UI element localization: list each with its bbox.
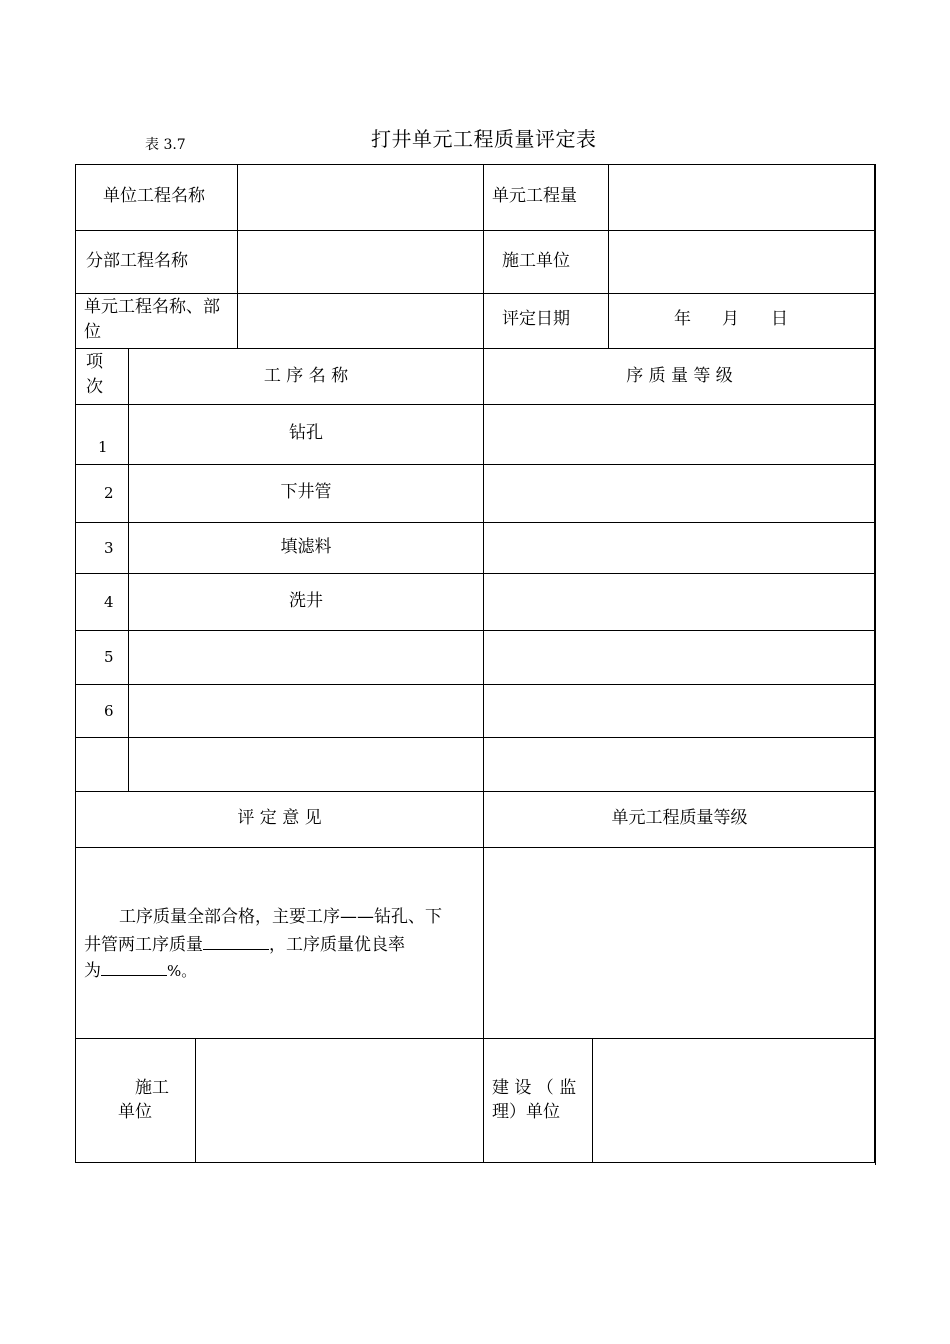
process-name: 下井管 [280, 482, 332, 502]
process-name-field[interactable] [129, 685, 483, 737]
element-quality-grade-header: 单元工程质量等级 [611, 808, 748, 828]
row-divider [75, 791, 875, 792]
supervisor-sign-label-1: 建 设 （ 监 [492, 1078, 577, 1098]
process-grade-field[interactable] [484, 574, 875, 630]
process-name-field[interactable] [129, 738, 483, 791]
excellence-rate-blank[interactable] [101, 957, 167, 976]
unit-project-name-label: 单位工程名称 [103, 186, 205, 206]
process-grade-field[interactable] [484, 523, 875, 573]
supervisor-sign-label-2: 理）单位 [492, 1102, 560, 1122]
table-number: 表 3.7 [145, 137, 186, 153]
supervisor-signature-field[interactable] [593, 1039, 875, 1163]
item-number: 5 [104, 648, 114, 666]
item-number: 6 [104, 702, 114, 720]
element-quantity-field[interactable] [609, 165, 875, 230]
page-title: 打井单元工程质量评定表 [371, 127, 597, 151]
row-divider [75, 348, 875, 349]
division-project-name-field[interactable] [238, 231, 483, 293]
unit-project-name-field[interactable] [238, 165, 483, 230]
opinion-text-line-3 [84, 957, 196, 984]
item-number-field[interactable] [76, 738, 128, 791]
process-grade-field[interactable] [484, 631, 875, 684]
opinion-text-line-1: 工序质量全部合格，主要工序——钻孔、下 [119, 907, 442, 927]
evaluation-opinion-header: 评 定 意 见 [237, 808, 322, 828]
process-grade-field[interactable] [484, 405, 875, 464]
process-name-header: 工 序 名 称 [263, 366, 349, 386]
opinion-text-line-3-prefix: 为 [84, 961, 101, 981]
item-number: 3 [104, 539, 114, 557]
process-grade-field[interactable] [484, 685, 875, 737]
date-day-label: 日 [771, 309, 788, 329]
item-number: 2 [104, 484, 114, 502]
process-name: 填滤料 [280, 537, 332, 557]
evaluation-date-label: 评定日期 [502, 309, 570, 329]
contractor-sign-label-2: 单位 [118, 1102, 152, 1122]
element-quality-grade-field[interactable] [484, 848, 875, 1038]
contractor-signature-field[interactable] [196, 1039, 483, 1163]
contractor-label: 施工单位 [502, 251, 570, 271]
table-right-edge-line [875, 164, 876, 1165]
contractor-field[interactable] [609, 231, 875, 293]
item-number: 1 [98, 438, 108, 456]
division-project-name-label: 分部工程名称 [86, 251, 188, 271]
item-number: 4 [104, 593, 114, 611]
excellent-process-blank[interactable] [203, 931, 269, 950]
element-quantity-label: 单元工程量 [492, 186, 577, 206]
process-grade-field[interactable] [484, 465, 875, 522]
process-quality-grade-header: 序 质 量 等 级 [626, 366, 733, 386]
date-year-label: 年 [674, 309, 691, 329]
process-name-field[interactable] [129, 631, 483, 684]
process-name: 钻孔 [289, 423, 323, 443]
opinion-text-line-2-prefix: 井管两工序质量 [84, 935, 203, 955]
contractor-sign-label-1: 施工 [135, 1078, 169, 1098]
process-name: 洗井 [289, 591, 323, 611]
element-name-location-label: 单元工程名称、部位 [84, 297, 220, 342]
process-grade-field[interactable] [484, 738, 875, 791]
opinion-text-line-2 [84, 931, 405, 958]
item-number-header: 项次 [86, 352, 103, 397]
opinion-text-line-3-suffix: %。 [167, 962, 197, 980]
opinion-text-line-2-suffix: ，工序质量优良率 [269, 935, 405, 955]
element-name-location-field[interactable] [238, 294, 483, 348]
date-month-label: 月 [722, 309, 739, 329]
